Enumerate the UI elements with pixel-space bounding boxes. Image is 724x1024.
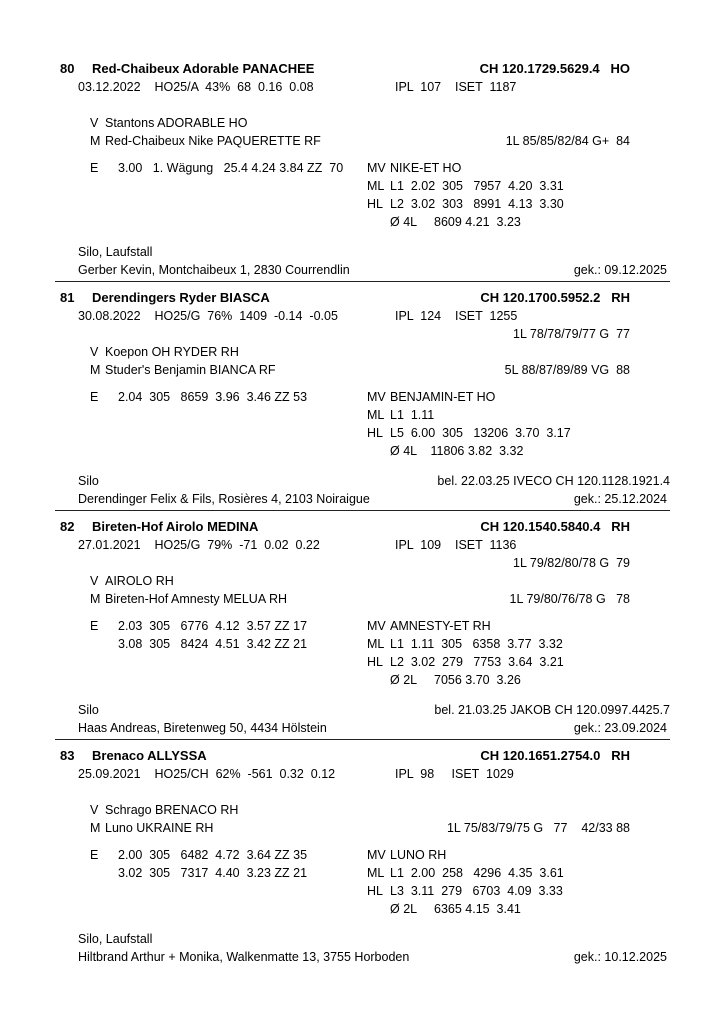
- average-lactation-row: [55, 671, 670, 689]
- first-lactation-line: L1 1.11: [390, 408, 435, 422]
- sire-label: V: [90, 574, 99, 588]
- animal-entry: [55, 282, 670, 511]
- entry-subheader: [55, 78, 670, 96]
- inspection-date: gek.: 09.12.2025: [573, 263, 667, 277]
- sire-row: [55, 572, 670, 590]
- sire-row: [55, 114, 670, 132]
- first-lactation-line: L1 2.00 258 4296 4.35 3.61: [390, 866, 564, 880]
- animal-entry: [55, 740, 670, 968]
- spacer: [55, 837, 670, 846]
- birth-and-breeding-values: 27.01.2021 HO25/G 79% -71 0.02 0.22: [78, 538, 320, 552]
- highest-lactation-label: HL: [367, 197, 383, 211]
- index-values: IPL 124 ISET 1255: [395, 309, 518, 323]
- dam-linear-score: 1L 75/83/79/75 G 77 42/33 88: [446, 821, 630, 835]
- entry-list: [55, 60, 670, 968]
- highest-lactation-line: L5 6.00 305 13206 3.70 3.17: [390, 426, 571, 440]
- maternal-sire-name: LUNO RH: [390, 848, 447, 862]
- dam-name: Luno UKRAINE RH: [105, 821, 214, 835]
- maternal-sire-name: BENJAMIN-ET HO: [390, 390, 496, 404]
- first-lactation-line: L1 2.02 305 7957 4.20 3.31: [390, 179, 564, 193]
- performance-line-1: 3.00 1. Wägung 25.4 4.24 3.84 ZZ 70: [118, 161, 344, 175]
- maternal-sire-name: AMNESTY-ET RH: [390, 619, 491, 633]
- dam-name: Red-Chaibeux Nike PAQUERETTE RF: [105, 134, 321, 148]
- performance-line-1: 2.00 305 6482 4.72 3.64 ZZ 35: [118, 848, 308, 862]
- animal-entry: [55, 511, 670, 740]
- highest-lactation-line: L2 3.02 279 7753 3.64 3.21: [390, 655, 564, 669]
- owner-address: Gerber Kevin, Montchaibeux 1, 2830 Courrendlin: [78, 263, 350, 277]
- average-lactation-line: Ø 2L 6365 4.15 3.41: [390, 902, 521, 916]
- highest-lactation-row: [55, 424, 670, 442]
- performance-line-1: 2.04 305 8659 3.96 3.46 ZZ 53: [118, 390, 308, 404]
- insemination-info: bel. 22.03.25 IVECO CH 120.1128.1921.4: [437, 474, 670, 488]
- animal-name: Red-Chaibeux Adorable PANACHEE: [92, 61, 315, 76]
- owner-row: [55, 490, 670, 508]
- index-values: IPL 109 ISET 1136: [395, 538, 517, 552]
- performance-line-1: 2.03 305 6776 4.12 3.57 ZZ 17: [118, 619, 308, 633]
- first-lactation-label: ML: [367, 408, 385, 422]
- spacer: [55, 918, 670, 930]
- sire-name: Stantons ADORABLE HO: [105, 116, 248, 130]
- index-values: IPL 98 ISET 1029: [395, 767, 514, 781]
- dam-linear-score: 1L 85/85/82/84 G+ 84: [505, 134, 630, 148]
- dam-name: Studer's Benjamin BIANCA RF: [105, 363, 276, 377]
- performance-line-2: 3.02 305 7317 4.40 3.23 ZZ 21: [118, 866, 308, 880]
- dam-label: M: [90, 592, 101, 606]
- entry-subheader: [55, 536, 670, 554]
- dam-row: [55, 819, 670, 837]
- birth-and-breeding-values: 03.12.2022 HO25/A 43% 68 0.16 0.08: [78, 80, 314, 94]
- performance-row-2: [55, 635, 670, 653]
- highest-lactation-line: L3 3.11 279 6703 4.09 3.33: [390, 884, 563, 898]
- performance-row-1: [55, 617, 670, 635]
- inspection-date: gek.: 23.09.2024: [573, 721, 667, 735]
- performance-line-2: 3.08 305 8424 4.51 3.42 ZZ 21: [118, 637, 308, 651]
- entry-header: [55, 747, 670, 765]
- performance-row-1: [55, 846, 670, 864]
- spacer: [55, 150, 670, 159]
- owner-address: Hiltbrand Arthur + Monika, Walkenmatte 13, 3755 Horboden: [78, 950, 410, 964]
- housing-info: Silo, Laufstall: [78, 245, 153, 259]
- housing-row: [55, 243, 670, 261]
- sire-label: V: [90, 803, 99, 817]
- own-score-row: [55, 325, 670, 343]
- maternal-sire-label: MV: [367, 161, 386, 175]
- highest-lactation-label: HL: [367, 655, 383, 669]
- performance-label: E: [90, 390, 99, 404]
- animal-name: Brenaco ALLYSSA: [92, 748, 207, 763]
- sire-row: [55, 801, 670, 819]
- highest-lactation-row: [55, 882, 670, 900]
- registration-id: CH 120.1700.5952.2 RH: [480, 290, 630, 305]
- performance-row-1: [55, 388, 670, 406]
- first-lactation-label: ML: [367, 637, 385, 651]
- housing-info: Silo: [78, 474, 99, 488]
- maternal-sire-label: MV: [367, 848, 386, 862]
- average-lactation-row: [55, 442, 670, 460]
- housing-info: Silo: [78, 703, 99, 717]
- own-linear-score: 1L 79/82/80/78 G 79: [513, 556, 630, 570]
- dam-linear-score: 5L 88/87/89/89 VG 88: [504, 363, 630, 377]
- sire-row: [55, 343, 670, 361]
- sire-name: Koepon OH RYDER RH: [105, 345, 239, 359]
- registration-id: CH 120.1651.2754.0 RH: [480, 748, 630, 763]
- spacer: [55, 460, 670, 472]
- dam-label: M: [90, 363, 101, 377]
- average-lactation-line: Ø 2L 7056 3.70 3.26: [390, 673, 521, 687]
- inspection-date: gek.: 10.12.2025: [573, 950, 667, 964]
- entry-header: [55, 289, 670, 307]
- sire-name: Schrago BRENACO RH: [105, 803, 239, 817]
- registration-id: CH 120.1540.5840.4 RH: [480, 519, 630, 534]
- housing-info: Silo, Laufstall: [78, 932, 153, 946]
- dam-linear-score: 1L 79/80/76/78 G 78: [509, 592, 630, 606]
- dam-label: M: [90, 134, 101, 148]
- owner-address: Derendinger Felix & Fils, Rosières 4, 2103 Noiraigue: [78, 492, 370, 506]
- lot-number: 82: [60, 519, 75, 534]
- animal-name: Bireten-Hof Airolo MEDINA: [92, 519, 259, 534]
- spacer: [55, 608, 670, 617]
- housing-row: [55, 472, 670, 490]
- highest-lactation-line: L2 3.02 303 8991 4.13 3.30: [390, 197, 564, 211]
- highest-lactation-label: HL: [367, 884, 383, 898]
- dam-label: M: [90, 821, 101, 835]
- average-lactation-line: Ø 4L 8609 4.21 3.23: [390, 215, 521, 229]
- entry-subheader: [55, 307, 670, 325]
- inspection-date: gek.: 25.12.2024: [573, 492, 667, 506]
- performance-label: E: [90, 161, 99, 175]
- entry-subheader: [55, 765, 670, 783]
- spacer: [55, 231, 670, 243]
- own-score-row: [55, 554, 670, 572]
- birth-and-breeding-values: 25.09.2021 HO25/CH 62% -561 0.32 0.12: [78, 767, 336, 781]
- first-lactation-label: ML: [367, 179, 385, 193]
- own-score-row: [55, 783, 670, 801]
- highest-lactation-row: [55, 653, 670, 671]
- dam-row: [55, 132, 670, 150]
- housing-row: [55, 930, 670, 948]
- performance-row-2: [55, 864, 670, 882]
- performance-row-2: [55, 406, 670, 424]
- average-lactation-row: [55, 900, 670, 918]
- sire-label: V: [90, 116, 99, 130]
- birth-and-breeding-values: 30.08.2022 HO25/G 76% 1409 -0.14 -0.05: [78, 309, 338, 323]
- maternal-sire-label: MV: [367, 619, 386, 633]
- highest-lactation-row: [55, 195, 670, 213]
- first-lactation-label: ML: [367, 866, 385, 880]
- animal-name: Derendingers Ryder BIASCA: [92, 290, 270, 305]
- sire-label: V: [90, 345, 99, 359]
- maternal-sire-name: NIKE-ET HO: [390, 161, 462, 175]
- own-score-row: [55, 96, 670, 114]
- registration-id: CH 120.1729.5629.4 HO: [479, 61, 630, 76]
- highest-lactation-label: HL: [367, 426, 383, 440]
- owner-address: Haas Andreas, Biretenweg 50, 4434 Hölstein: [78, 721, 327, 735]
- insemination-info: bel. 21.03.25 JAKOB CH 120.0997.4425.7: [434, 703, 670, 717]
- dam-name: Bireten-Hof Amnesty MELUA RH: [105, 592, 288, 606]
- spacer: [55, 689, 670, 701]
- performance-row-2: [55, 177, 670, 195]
- own-linear-score: 1L 78/78/79/77 G 77: [513, 327, 630, 341]
- average-lactation-row: [55, 213, 670, 231]
- dam-row: [55, 590, 670, 608]
- lot-number: 83: [60, 748, 75, 763]
- owner-row: [55, 948, 670, 966]
- entry-header: [55, 60, 670, 78]
- owner-row: [55, 719, 670, 737]
- spacer: [55, 379, 670, 388]
- average-lactation-line: Ø 4L 11806 3.82 3.32: [390, 444, 524, 458]
- performance-label: E: [90, 848, 99, 862]
- performance-label: E: [90, 619, 99, 633]
- lot-number: 81: [60, 290, 75, 305]
- owner-row: [55, 261, 670, 279]
- entry-header: [55, 518, 670, 536]
- index-values: IPL 107 ISET 1187: [395, 80, 517, 94]
- animal-entry: [55, 60, 670, 282]
- lot-number: 80: [60, 61, 75, 76]
- performance-row-1: [55, 159, 670, 177]
- dam-row: [55, 361, 670, 379]
- first-lactation-line: L1 1.11 305 6358 3.77 3.32: [390, 637, 563, 651]
- maternal-sire-label: MV: [367, 390, 386, 404]
- housing-row: [55, 701, 670, 719]
- sire-name: AIROLO RH: [105, 574, 174, 588]
